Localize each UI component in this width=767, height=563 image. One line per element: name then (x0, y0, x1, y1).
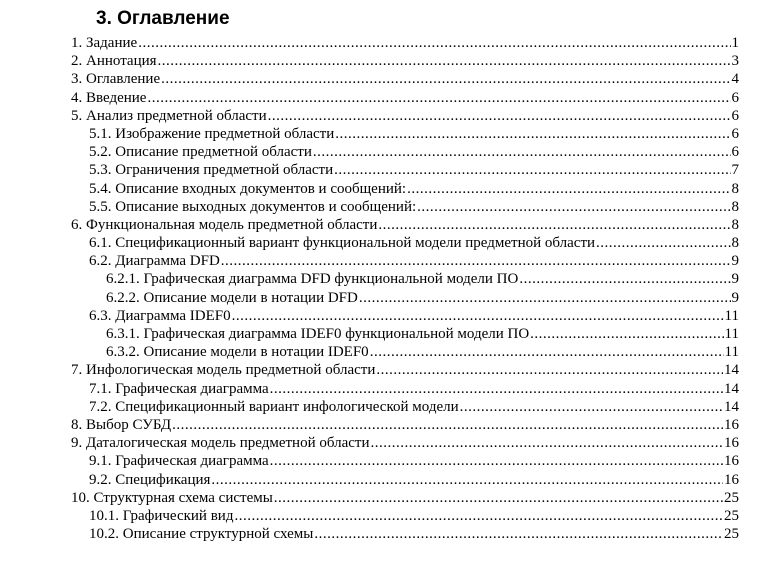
toc-dot-leader (211, 471, 723, 489)
page-title: 3. Оглавление (96, 8, 230, 29)
toc-entry-page-number: 8 (731, 180, 739, 197)
toc-entry-page-number: 4 (731, 71, 739, 88)
toc-entry-page-number: 16 (724, 416, 739, 433)
toc-entry-title: 6.2.2. Описание модели в нотации DFD (106, 289, 358, 306)
toc-entry-page-number: 6 (731, 144, 739, 161)
toc-entry-page-number: 25 (724, 526, 739, 543)
toc-entry[interactable] (0, 325, 767, 343)
toc-entry-title: 6.3. Диаграмма IDEF0 (89, 307, 231, 324)
toc-dot-leader (376, 361, 723, 379)
toc-entry-page-number: 11 (724, 307, 739, 324)
toc-dot-leader (407, 180, 730, 198)
toc-dot-leader (417, 198, 730, 216)
toc-entry-title: 7.1. Графическая диаграмма (89, 380, 269, 397)
toc-entry-page-number: 6 (731, 107, 739, 124)
toc-entry-title: 9. Даталогическая модель предметной области (71, 435, 370, 452)
toc-entry[interactable] (0, 307, 767, 325)
toc-dot-leader (530, 325, 723, 343)
toc-entry[interactable] (0, 180, 767, 198)
toc-dot-leader (138, 34, 730, 52)
toc-entry-title: 1. Задание (71, 35, 138, 51)
toc-entry[interactable] (0, 525, 767, 543)
toc-entry[interactable] (0, 143, 767, 161)
toc-entry[interactable] (0, 252, 767, 270)
toc-entry[interactable] (0, 107, 767, 125)
toc-entry-title: 9.2. Спецификация (89, 471, 211, 488)
toc-entry-page-number: 6 (731, 125, 739, 142)
toc-dot-leader (596, 234, 730, 252)
toc-entry-title: 4. Введение (71, 89, 147, 106)
toc-entry-page-number: 8 (731, 235, 739, 252)
toc-entry-title: 6. Функциональная модель предметной области (71, 216, 378, 233)
toc-dot-leader (378, 216, 730, 234)
toc-entry-title: 5.2. Описание предметной области (89, 144, 312, 161)
toc-entry[interactable] (0, 471, 767, 489)
toc-entry[interactable] (0, 216, 767, 234)
toc-dot-leader (234, 507, 723, 525)
toc-dot-leader (313, 143, 731, 161)
toc-entry-title: 5.1. Изображение предметной области (89, 125, 335, 142)
toc-entry-page-number: 6 (731, 89, 739, 106)
toc-dot-leader (172, 416, 723, 434)
toc-entry-title: 7. Инфологическая модель предметной области (71, 362, 376, 379)
table-of-contents (0, 34, 767, 543)
toc-entry-page-number: 25 (724, 507, 739, 524)
toc-entry[interactable] (0, 398, 767, 416)
toc-dot-leader (232, 307, 724, 325)
toc-entry-page-number: 25 (724, 489, 739, 506)
toc-entry-title: 6.2.1. Графическая диаграмма DFD функциональной модели ПО (106, 271, 519, 288)
toc-entry-page-number: 11 (724, 326, 739, 342)
toc-entry-page-number: 14 (724, 398, 739, 415)
toc-entry-title: 10.2. Описание структурной схемы (89, 526, 314, 543)
toc-entry[interactable] (0, 70, 767, 88)
toc-dot-leader (161, 70, 730, 88)
toc-dot-leader (270, 380, 723, 398)
toc-entry-title: 5. Анализ предметной области (71, 107, 267, 124)
toc-entry-page-number: 8 (731, 198, 739, 215)
toc-entry-page-number: 8 (731, 216, 739, 233)
toc-entry-title: 3. Оглавление (71, 71, 161, 88)
toc-entry[interactable] (0, 161, 767, 179)
toc-entry-title: 5.4. Описание входных документов и сообщений: (89, 180, 407, 197)
toc-entry-title: 8. Выбор СУБД (71, 416, 172, 433)
toc-entry[interactable] (0, 343, 767, 361)
toc-entry-title: 10.1. Графический вид (89, 507, 234, 524)
toc-dot-leader (335, 125, 730, 143)
toc-entry-page-number: 11 (724, 344, 739, 361)
toc-dot-leader (268, 107, 731, 125)
toc-entry[interactable] (0, 289, 767, 307)
toc-entry[interactable] (0, 489, 767, 507)
toc-dot-leader (370, 343, 724, 361)
toc-dot-leader (221, 252, 731, 270)
toc-entry[interactable] (0, 270, 767, 288)
toc-entry[interactable] (0, 380, 767, 398)
toc-entry-page-number: 14 (724, 362, 739, 379)
toc-entry[interactable] (0, 361, 767, 379)
toc-entry[interactable] (0, 52, 767, 70)
toc-entry[interactable] (0, 416, 767, 434)
toc-dot-leader (147, 89, 730, 107)
toc-entry-title: 9.1. Графическая диаграмма (89, 453, 269, 470)
toc-entry-page-number: 16 (724, 453, 739, 470)
toc-entry[interactable] (0, 507, 767, 525)
toc-entry[interactable] (0, 198, 767, 216)
toc-entry-page-number: 3 (731, 53, 739, 70)
toc-entry-title: 6.1. Спецификационный вариант функциональной модели предметной области (89, 235, 596, 252)
toc-dot-leader (314, 525, 723, 543)
toc-entry-title: 7.2. Спецификационный вариант инфологической модели (89, 398, 459, 415)
toc-entry[interactable] (0, 234, 767, 252)
toc-entry[interactable] (0, 452, 767, 470)
toc-entry[interactable] (0, 34, 767, 52)
toc-entry-page-number: 9 (731, 271, 739, 288)
toc-dot-leader (519, 270, 730, 288)
toc-entry-title: 10. Структурная схема системы (71, 489, 273, 506)
toc-entry-title: 2. Аннотация (71, 53, 157, 70)
toc-entry[interactable] (0, 434, 767, 452)
toc-entry[interactable] (0, 89, 767, 107)
toc-dot-leader (460, 398, 723, 416)
toc-entry-title: 6.2. Диаграмма DFD (89, 253, 220, 270)
toc-entry-page-number: 9 (731, 289, 739, 306)
toc-dot-leader (158, 52, 731, 70)
toc-entry-title: 5.3. Ограничения предметной области (89, 162, 334, 179)
toc-dot-leader (274, 489, 723, 507)
toc-dot-leader (371, 434, 724, 452)
toc-entry-title: 6.3.2. Описание модели в нотации IDEF0 (106, 344, 369, 361)
toc-entry-page-number: 1 (731, 35, 739, 51)
toc-entry-page-number: 14 (724, 380, 739, 397)
toc-entry-page-number: 16 (724, 435, 739, 452)
toc-entry-title: 5.5. Описание выходных документов и сообщений: (89, 198, 417, 215)
toc-entry-page-number: 9 (731, 253, 739, 270)
toc-entry-page-number: 16 (724, 471, 739, 488)
toc-entry[interactable] (0, 125, 767, 143)
toc-dot-leader (359, 289, 731, 307)
toc-entry-page-number: 7 (731, 162, 739, 179)
toc-dot-leader (334, 161, 730, 179)
toc-entry-title: 6.3.1. Графическая диаграмма IDEF0 функциональной модели ПО (106, 326, 530, 342)
toc-dot-leader (270, 452, 723, 470)
